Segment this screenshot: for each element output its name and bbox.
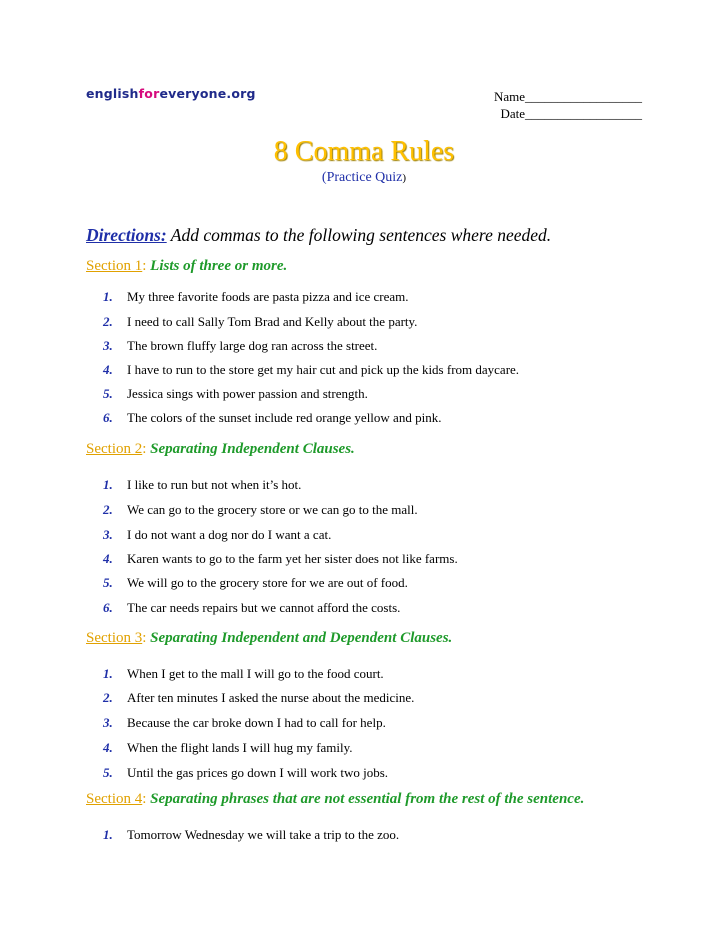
item-text: Until the gas prices go down I will work two jobs. <box>127 765 389 780</box>
section-heading <box>86 791 584 808</box>
section-label: Section 3 <box>86 630 143 646</box>
section-heading <box>86 441 355 458</box>
section-description: Separating phrases that are not essential from the rest of the sentence. <box>150 791 585 807</box>
item-number: 3. <box>103 715 113 730</box>
item-text: Jessica sings with power passion and strength. <box>127 386 368 401</box>
item-text: After ten minutes I asked the nurse about the medicine. <box>127 690 415 705</box>
item-number: 3. <box>103 527 113 542</box>
item-number: 2. <box>103 690 113 705</box>
item-number: 4. <box>103 362 113 377</box>
section-description: Lists of three or more. <box>150 258 288 274</box>
section-heading <box>86 630 452 647</box>
item-number: 2. <box>103 502 113 517</box>
list-item <box>103 827 399 843</box>
item-text: We will go to the grocery store for we are out of food. <box>127 575 408 590</box>
item-number: 5. <box>103 386 113 401</box>
item-number: 1. <box>103 289 113 304</box>
site-name-part-1: english <box>86 86 139 101</box>
item-text: The brown fluffy large dog ran across the street. <box>127 338 378 353</box>
section-heading <box>86 258 287 275</box>
item-text: The colors of the sunset include red orange yellow and pink. <box>127 410 442 425</box>
list-item <box>103 740 353 756</box>
subtitle-close-paren: ) <box>402 172 407 184</box>
item-number: 1. <box>103 666 113 681</box>
item-number: 4. <box>103 551 113 566</box>
list-item <box>103 765 388 781</box>
name-date-block <box>494 88 642 122</box>
name-line: Name__________________ <box>493 89 642 104</box>
item-text: My three favorite foods are pasta pizza and ice cream. <box>127 289 409 304</box>
item-text: I do not want a dog nor do I want a cat. <box>127 527 332 542</box>
list-item <box>103 690 414 706</box>
section-colon: : <box>142 791 151 807</box>
item-text: I need to call Sally Tom Brad and Kelly about the party. <box>127 314 418 329</box>
list-item <box>103 386 368 402</box>
item-number: 5. <box>103 575 113 590</box>
date-line: Date__________________ <box>500 106 642 121</box>
subtitle-text: (Practice Quiz <box>321 170 403 185</box>
list-item <box>103 338 377 354</box>
list-item <box>103 362 519 378</box>
item-text: Tomorrow Wednesday we will take a trip to the zoo. <box>127 827 400 842</box>
section-description: Separating Independent Clauses. <box>150 441 355 457</box>
item-number: 6. <box>103 410 113 425</box>
list-item <box>103 410 441 426</box>
item-number: 4. <box>103 740 113 755</box>
item-text: The car needs repairs but we cannot afford the costs. <box>127 600 401 615</box>
item-text: Because the car broke down I had to call for help. <box>127 715 386 730</box>
item-text: I have to run to the store get my hair cut and pick up the kids from daycare. <box>127 362 520 377</box>
section-label: Section 1 <box>86 258 143 274</box>
list-item <box>103 551 458 567</box>
list-item <box>103 289 409 305</box>
directions-text: Add commas to the following sentences where needed. <box>166 225 552 245</box>
item-number: 2. <box>103 314 113 329</box>
page-title: 8 Comma Rules <box>273 136 455 167</box>
section-label: Section 4 <box>86 791 143 807</box>
list-item <box>103 502 418 518</box>
list-item <box>103 477 301 493</box>
page-subtitle <box>0 170 728 186</box>
site-name-part-3: everyone.org <box>159 86 256 101</box>
list-item <box>103 575 408 591</box>
item-text: When the flight lands I will hug my family. <box>127 740 353 755</box>
section-colon: : <box>142 258 151 274</box>
item-text: When I get to the mall I will go to the food court. <box>127 666 384 681</box>
item-number: 3. <box>103 338 113 353</box>
item-number: 5. <box>103 765 113 780</box>
site-name-part-2: for <box>138 86 160 101</box>
directions-label: Directions: <box>86 225 167 245</box>
list-item <box>103 715 386 731</box>
item-number: 1. <box>103 827 113 842</box>
directions <box>86 225 551 246</box>
item-text: I like to run but not when it’s hot. <box>127 477 302 492</box>
section-description: Separating Independent and Dependent Clauses. <box>150 630 453 646</box>
item-number: 6. <box>103 600 113 615</box>
item-text: Karen wants to go to the farm yet her sister does not like farms. <box>127 551 458 566</box>
item-number: 1. <box>103 477 113 492</box>
section-label: Section 2 <box>86 441 143 457</box>
list-item <box>103 600 400 616</box>
site-name <box>86 86 256 101</box>
list-item <box>103 314 417 330</box>
item-text: We can go to the grocery store or we can go to the mall. <box>127 502 418 517</box>
section-colon: : <box>142 441 151 457</box>
list-item <box>103 527 331 543</box>
list-item <box>103 666 384 682</box>
section-colon: : <box>142 630 151 646</box>
